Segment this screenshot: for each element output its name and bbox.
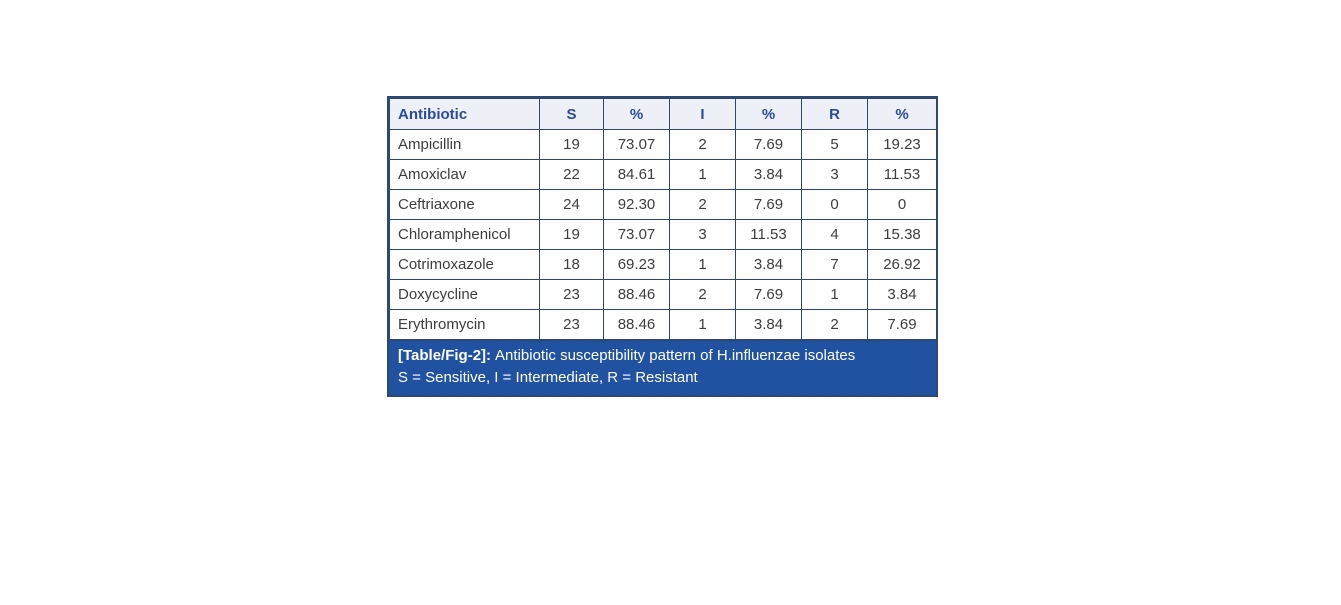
cell-s-count: 19 — [540, 220, 604, 250]
table-caption — [389, 340, 936, 395]
cell-r-count: 5 — [802, 130, 868, 160]
cell-s-count: 24 — [540, 190, 604, 220]
column-header-resistant-percent: % — [868, 99, 937, 130]
cell-antibiotic-name: Ampicillin — [390, 130, 540, 160]
table-row-cotrimoxazole — [390, 250, 937, 280]
cell-s-count: 22 — [540, 160, 604, 190]
cell-s-percent: 69.23 — [604, 250, 670, 280]
cell-r-count: 4 — [802, 220, 868, 250]
cell-antibiotic-name: Chloramphenicol — [390, 220, 540, 250]
cell-r-count: 2 — [802, 310, 868, 340]
caption-title: Antibiotic susceptibility pattern of H.influenzae isolates — [495, 347, 856, 364]
cell-i-count: 2 — [670, 190, 736, 220]
cell-antibiotic-name: Doxycycline — [390, 280, 540, 310]
cell-s-percent: 73.07 — [604, 220, 670, 250]
cell-i-percent: 7.69 — [736, 280, 802, 310]
table-row-ceftriaxone — [390, 190, 937, 220]
column-header-intermediate: I — [670, 99, 736, 130]
cell-i-percent: 11.53 — [736, 220, 802, 250]
cell-r-count: 3 — [802, 160, 868, 190]
table-header-row — [390, 99, 937, 130]
table-row-ampicillin — [390, 130, 937, 160]
cell-antibiotic-name: Erythromycin — [390, 310, 540, 340]
cell-i-count: 3 — [670, 220, 736, 250]
cell-s-count: 18 — [540, 250, 604, 280]
table-row-erythromycin — [390, 310, 937, 340]
cell-i-count: 2 — [670, 280, 736, 310]
table-row-chloramphenicol — [390, 220, 937, 250]
cell-s-percent: 88.46 — [604, 280, 670, 310]
column-header-intermediate-percent: % — [736, 99, 802, 130]
cell-s-percent: 84.61 — [604, 160, 670, 190]
antibiotic-susceptibility-figure — [387, 96, 938, 397]
cell-s-percent: 88.46 — [604, 310, 670, 340]
cell-r-count: 0 — [802, 190, 868, 220]
cell-i-percent: 3.84 — [736, 250, 802, 280]
cell-s-count: 23 — [540, 310, 604, 340]
cell-s-percent: 92.30 — [604, 190, 670, 220]
cell-r-percent: 11.53 — [868, 160, 937, 190]
cell-s-count: 19 — [540, 130, 604, 160]
table-row-amoxiclav — [390, 160, 937, 190]
cell-s-percent: 73.07 — [604, 130, 670, 160]
cell-r-percent: 0 — [868, 190, 937, 220]
cell-s-count: 23 — [540, 280, 604, 310]
cell-i-percent: 3.84 — [736, 160, 802, 190]
cell-r-percent: 19.23 — [868, 130, 937, 160]
caption-legend: S = Sensitive, I = Intermediate, R = Resistant — [398, 369, 698, 386]
cell-antibiotic-name: Cotrimoxazole — [390, 250, 540, 280]
cell-i-percent: 7.69 — [736, 190, 802, 220]
cell-r-percent: 26.92 — [868, 250, 937, 280]
cell-antibiotic-name: Amoxiclav — [390, 160, 540, 190]
cell-i-count: 1 — [670, 310, 736, 340]
column-header-resistant: R — [802, 99, 868, 130]
cell-i-count: 1 — [670, 250, 736, 280]
caption-title-line — [398, 345, 927, 367]
cell-r-count: 7 — [802, 250, 868, 280]
cell-i-percent: 7.69 — [736, 130, 802, 160]
cell-antibiotic-name: Ceftriaxone — [390, 190, 540, 220]
cell-r-percent: 3.84 — [868, 280, 937, 310]
caption-label: [Table/Fig-2]: — [398, 347, 492, 364]
cell-r-percent: 7.69 — [868, 310, 937, 340]
cell-i-count: 2 — [670, 130, 736, 160]
susceptibility-table — [389, 98, 937, 340]
column-header-antibiotic: Antibiotic — [390, 99, 540, 130]
column-header-sensitive: S — [540, 99, 604, 130]
table-row-doxycycline — [390, 280, 937, 310]
cell-i-percent: 3.84 — [736, 310, 802, 340]
column-header-sensitive-percent: % — [604, 99, 670, 130]
cell-i-count: 1 — [670, 160, 736, 190]
cell-r-percent: 15.38 — [868, 220, 937, 250]
cell-r-count: 1 — [802, 280, 868, 310]
